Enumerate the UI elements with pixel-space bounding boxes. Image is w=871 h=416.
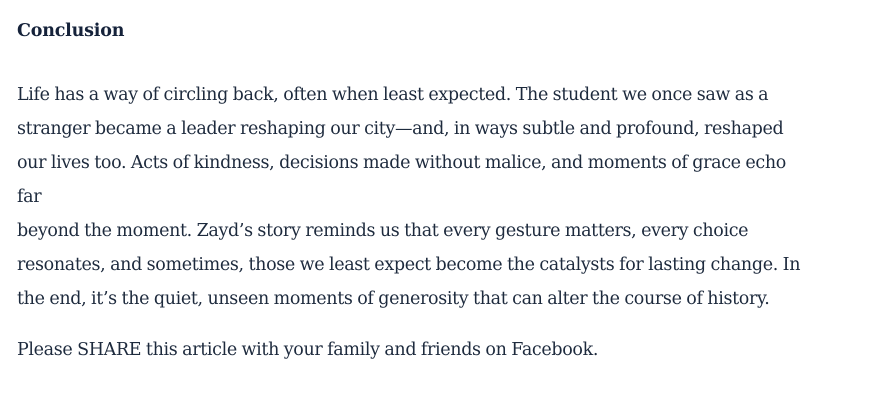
paragraph-line: far xyxy=(17,187,42,207)
paragraph-line: the end, it’s the quiet, unseen moments of generosity that can alter the course of history. xyxy=(17,289,770,309)
paragraph-line: stranger became a leader reshaping our city—and, in ways subtle and profound, reshaped xyxy=(17,119,784,139)
paragraph-line: our lives too. Acts of kindness, decisions made without malice, and moments of grace echo xyxy=(17,153,786,173)
section-heading: Conclusion xyxy=(17,21,125,41)
article-body xyxy=(17,17,862,367)
paragraph-line: Life has a way of circling back, often when least expected. The student we once saw as a xyxy=(17,85,769,105)
paragraph-line: beyond the moment. Zayd’s story reminds us that every gesture matters, every choice xyxy=(17,221,749,241)
paragraph-line: resonates, and sometimes, those we least expect become the catalysts for lasting change. In xyxy=(17,255,801,275)
conclusion-paragraph xyxy=(17,78,862,316)
share-prompt: Please SHARE this article with your family and friends on Facebook. xyxy=(17,340,599,360)
